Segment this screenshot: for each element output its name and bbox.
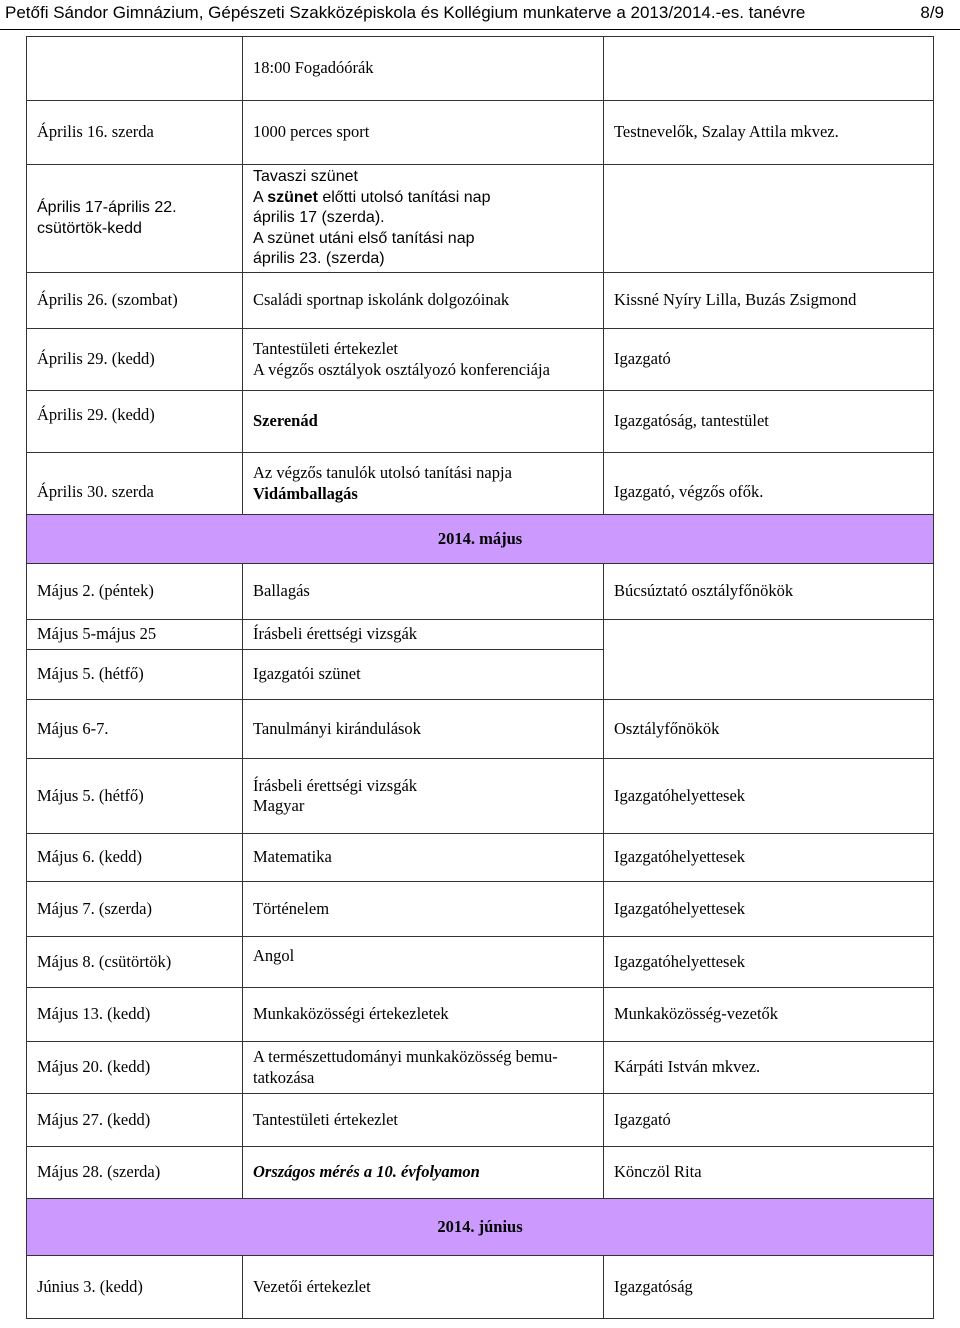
table-row xyxy=(27,759,934,834)
month-label: 2014. június xyxy=(27,1199,934,1256)
date-cell: Május 8. (csütörtök) xyxy=(27,937,243,988)
event-cell: Tavaszi szünet A szünet előtti utolsó tanítási nap április 17 (szerda). A szünet utáni első tanítási nap április 23. (szerda) xyxy=(243,165,604,273)
event-cell: Történelem xyxy=(243,882,604,937)
month-header-row xyxy=(27,1199,934,1256)
table-row xyxy=(27,391,934,453)
page-header xyxy=(0,0,960,30)
responsible-cell: Igazgató, végzős ofők. xyxy=(604,453,934,515)
event-cell: Tantestületi értekezlet xyxy=(243,1094,604,1147)
date-cell: Május 28. (szerda) xyxy=(27,1147,243,1199)
table-row xyxy=(27,1042,934,1094)
responsible-cell: Könczöl Rita xyxy=(604,1147,934,1199)
date-cell: Május 5. (hétfő) xyxy=(27,650,243,700)
date-cell: Április 29. (kedd) xyxy=(27,391,243,453)
event-cell: 1000 perces sport xyxy=(243,101,604,165)
responsible-cell: Igazgató xyxy=(604,1094,934,1147)
date-cell: Május 27. (kedd) xyxy=(27,1094,243,1147)
table-row xyxy=(27,1094,934,1147)
date-cell: Május 6. (kedd) xyxy=(27,834,243,882)
responsible-cell: Igazgatóság, tantestület xyxy=(604,391,934,453)
responsible-cell: Testnevelők, Szalay Attila mkvez. xyxy=(604,101,934,165)
page-number: 8/9 xyxy=(920,3,944,22)
event-cell: Matematika xyxy=(243,834,604,882)
event-cell: Írásbeli érettségi vizsgák Magyar xyxy=(243,759,604,834)
responsible-cell: Kárpáti István mkvez. xyxy=(604,1042,934,1094)
table-row xyxy=(27,564,934,620)
responsible-cell: Búcsúztató osztályfőnökök xyxy=(604,564,934,620)
event-cell: Tantestületi értekezlet A végzős osztályok osztályozó konferenciája xyxy=(243,329,604,391)
responsible-cell: Igazgató xyxy=(604,329,934,391)
event-cell: Vezetői értekezlet xyxy=(243,1256,604,1319)
table-row xyxy=(27,937,934,988)
responsible-cell: Igazgatóhelyettesek xyxy=(604,882,934,937)
event-cell: 18:00 Fogadóórák xyxy=(253,58,374,78)
table-row xyxy=(27,453,934,515)
date-cell: Április 17-április 22. csütörtök-kedd xyxy=(27,165,243,273)
responsible-cell: Igazgatóhelyettesek xyxy=(604,937,934,988)
date-cell: Április 30. szerda xyxy=(27,453,243,515)
date-cell: Április 29. (kedd) xyxy=(27,329,243,391)
date-cell: Június 3. (kedd) xyxy=(27,1256,243,1319)
event-cell: Országos mérés a 10. évfolyamon xyxy=(243,1147,604,1199)
event-cell: Családi sportnap iskolánk dolgozóinak xyxy=(243,273,604,329)
date-cell: Május 13. (kedd) xyxy=(27,988,243,1042)
date-cell: Május 5-május 25 xyxy=(27,620,243,650)
date-cell: Május 20. (kedd) xyxy=(27,1042,243,1094)
table-row xyxy=(27,1147,934,1199)
schedule-table xyxy=(26,36,934,1319)
date-cell: Május 6-7. xyxy=(27,700,243,759)
table-row xyxy=(27,620,934,650)
event-cell: Az végzős tanulók utolsó tanítási napja Vidámballagás xyxy=(243,453,604,515)
event-cell: Munkaközösségi értekezletek xyxy=(243,988,604,1042)
table-row xyxy=(27,700,934,759)
date-cell: Május 7. (szerda) xyxy=(27,882,243,937)
table-row xyxy=(27,37,934,101)
responsible-cell: Munkaközösség-vezetők xyxy=(604,988,934,1042)
document-title: Petőfi Sándor Gimnázium, Gépészeti Szakközépiskola és Kollégium munkaterve a 2013/2014.-es. tanévre xyxy=(5,3,806,22)
month-label: 2014. május xyxy=(27,515,934,564)
responsible-cell: Igazgatóhelyettesek xyxy=(604,759,934,834)
table-row xyxy=(27,988,934,1042)
event-cell: Igazgatói szünet xyxy=(243,650,604,700)
responsible-cell: Igazgatóhelyettesek xyxy=(604,834,934,882)
event-cell: Ballagás xyxy=(243,564,604,620)
table-row xyxy=(27,165,934,273)
event-cell: Tanulmányi kirándulások xyxy=(243,700,604,759)
table-row xyxy=(27,650,934,700)
month-header-row xyxy=(27,515,934,564)
responsible-cell: Igazgatóság xyxy=(604,1256,934,1319)
table-row xyxy=(27,882,934,937)
table-row xyxy=(27,273,934,329)
event-cell: Angol xyxy=(243,937,604,988)
table-row xyxy=(27,834,934,882)
responsible-cell: Kissné Nyíry Lilla, Buzás Zsigmond xyxy=(604,273,934,329)
date-cell: Május 5. (hétfő) xyxy=(27,759,243,834)
table-row xyxy=(27,329,934,391)
table-row xyxy=(27,1256,934,1319)
date-cell: Április 26. (szombat) xyxy=(27,273,243,329)
date-cell: Április 16. szerda xyxy=(27,101,243,165)
table-row xyxy=(27,101,934,165)
date-cell: Május 2. (péntek) xyxy=(27,564,243,620)
event-cell: Szerenád xyxy=(243,391,604,453)
event-cell: Írásbeli érettségi vizsgák xyxy=(243,620,604,650)
header-rule xyxy=(0,29,960,30)
responsible-cell: Osztályfőnökök xyxy=(604,700,934,759)
event-cell: A természettudományi munkaközösség bemu- tatkozása xyxy=(243,1042,604,1094)
